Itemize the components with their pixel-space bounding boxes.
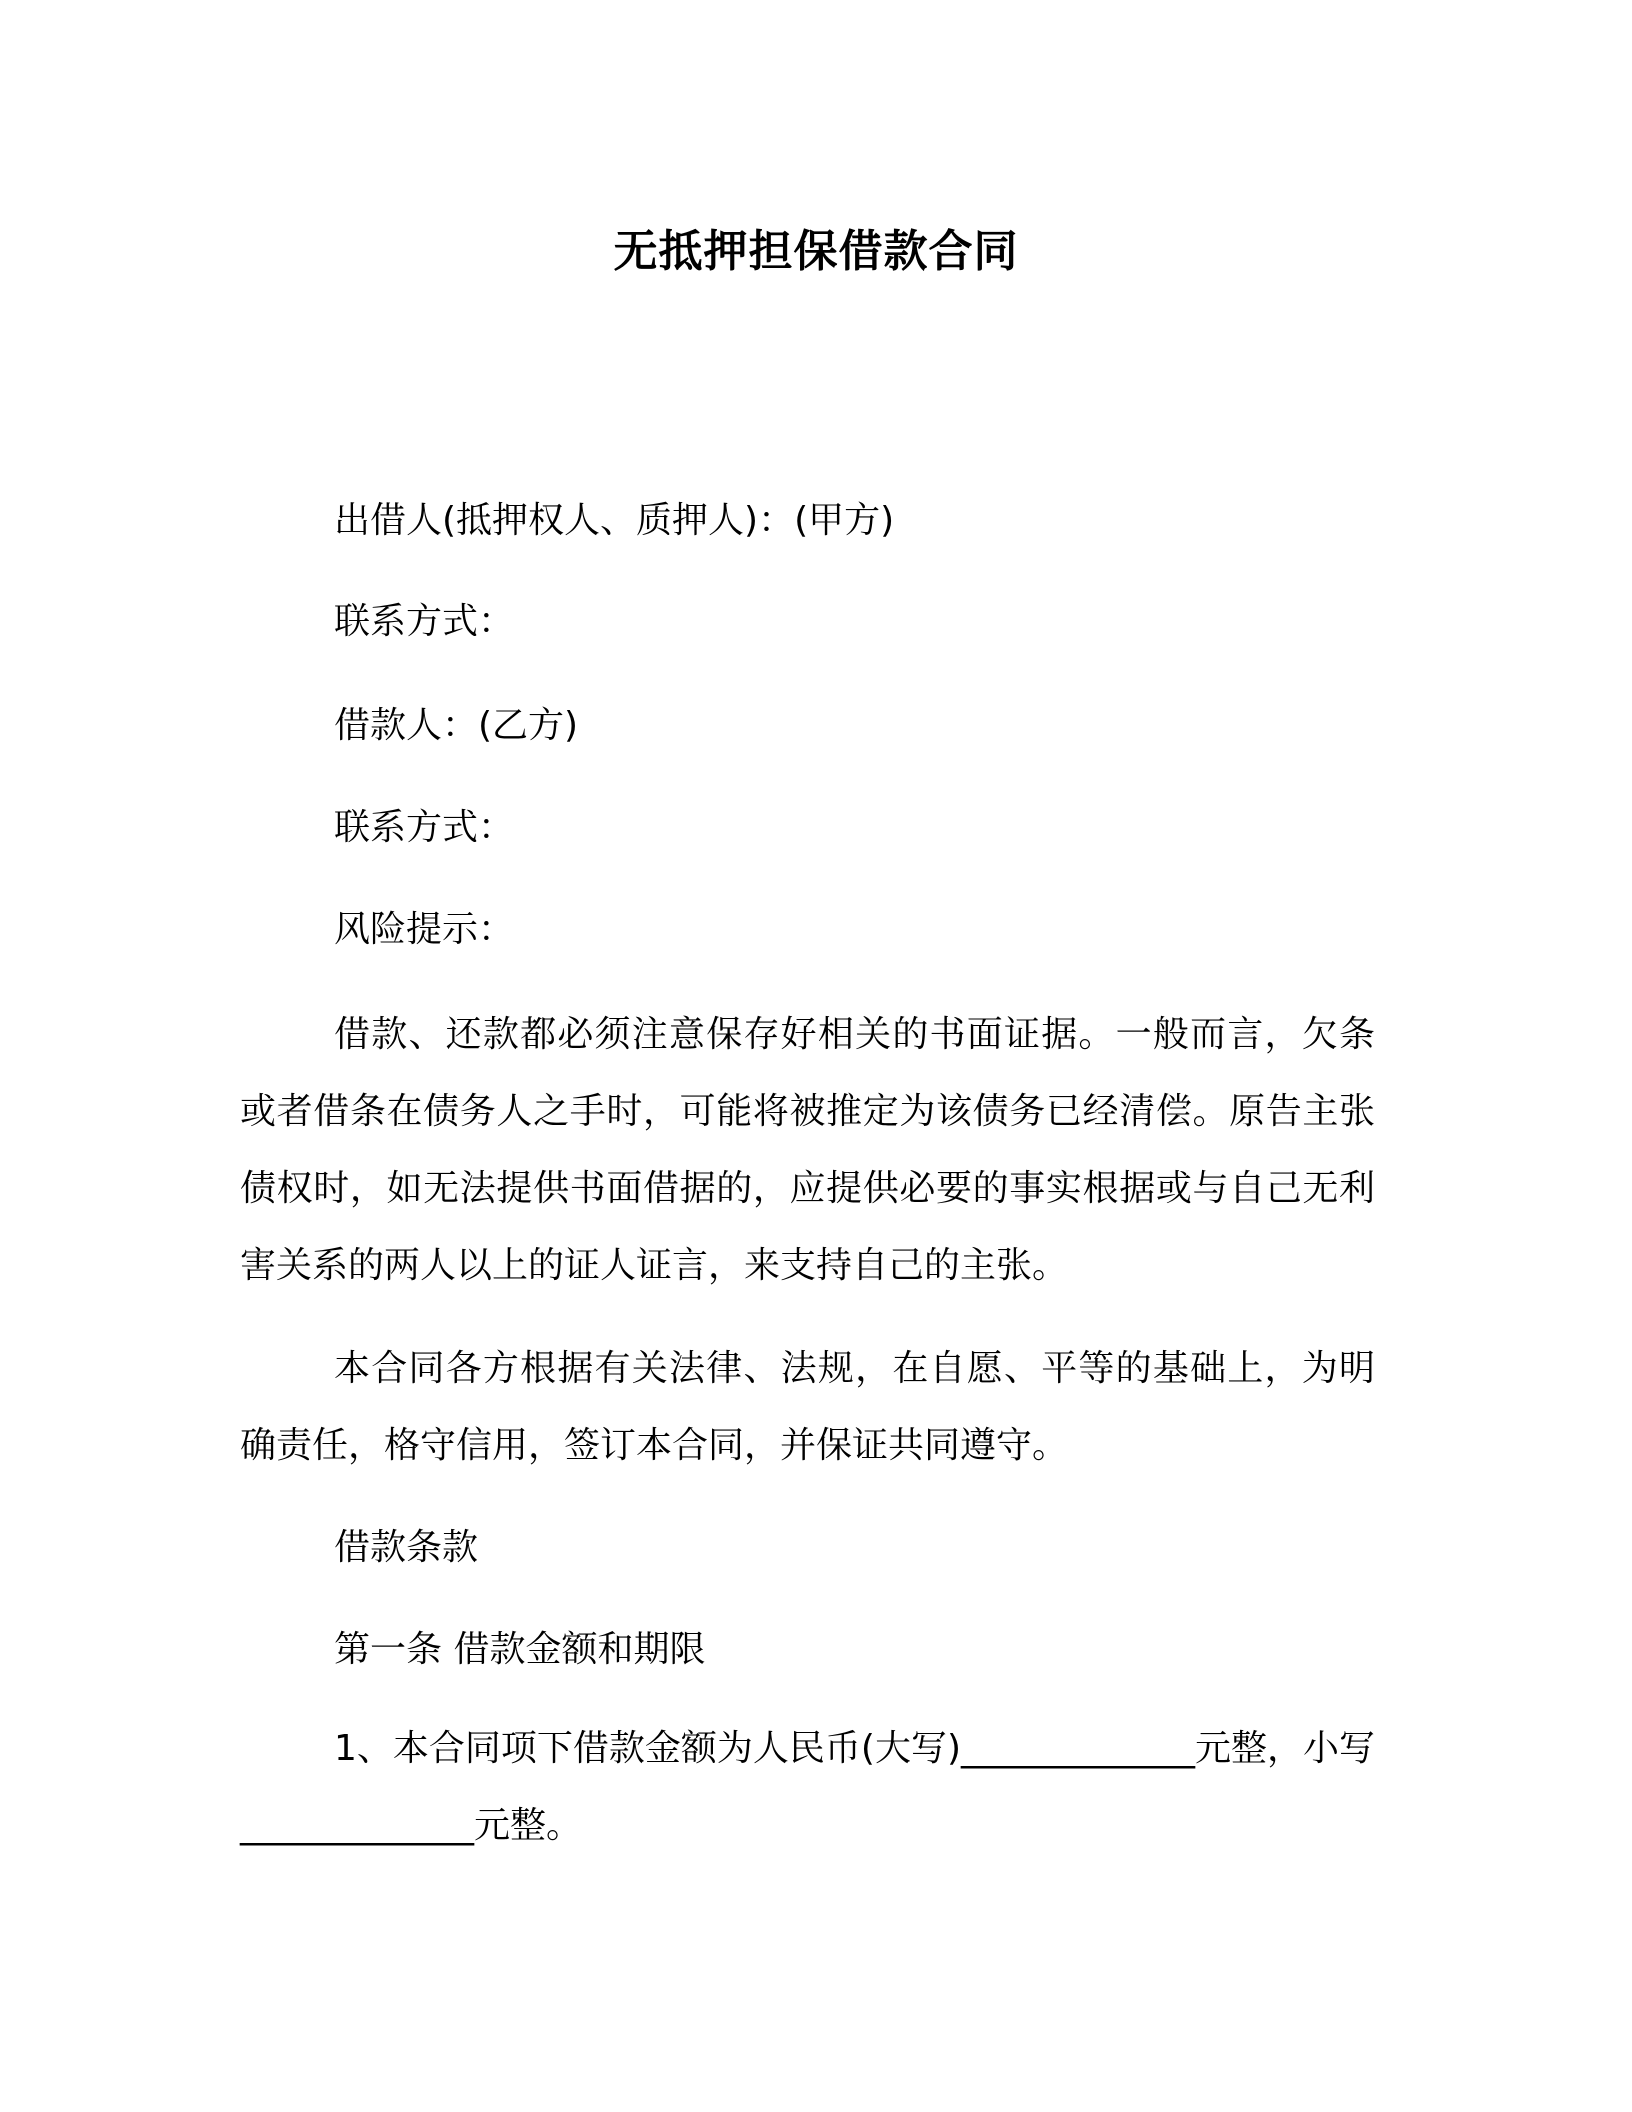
borrower-contact-label: 联系方式： bbox=[334, 807, 515, 848]
lender-label: 出借人(抵押权人、质押人)：(甲方) bbox=[334, 500, 895, 541]
lender-contact-label: 联系方式： bbox=[334, 601, 515, 642]
clause-one: 1、本合同项下借款金额为人民币(大写)_____________元整，小写_____________元整。 bbox=[240, 1728, 1375, 1846]
document-title: 无抵押担保借款合同 bbox=[613, 226, 1019, 277]
loan-terms-heading: 借款条款 bbox=[334, 1527, 479, 1568]
article-one-heading: 第一条 借款金额和期限 bbox=[334, 1629, 706, 1670]
preamble-paragraph: 本合同各方根据有关法律、法规，在自愿、平等的基础上，为明确责任，格守信用，签订本合同，并保证共同遵守。 bbox=[240, 1348, 1375, 1466]
risk-paragraph: 借款、还款都必须注意保存好相关的书面证据。一般而言，欠条或者借条在债务人之手时，可能将被推定为该债务已经清偿。原告主张债权时，如无法提供书面借据的，应提供必要的事实根据或与自己无利害关系的两人以上的证人证言，来支持自己的主张。 bbox=[240, 1014, 1375, 1286]
borrower-label: 借款人：(乙方) bbox=[334, 705, 579, 746]
risk-heading: 风险提示： bbox=[334, 909, 515, 950]
